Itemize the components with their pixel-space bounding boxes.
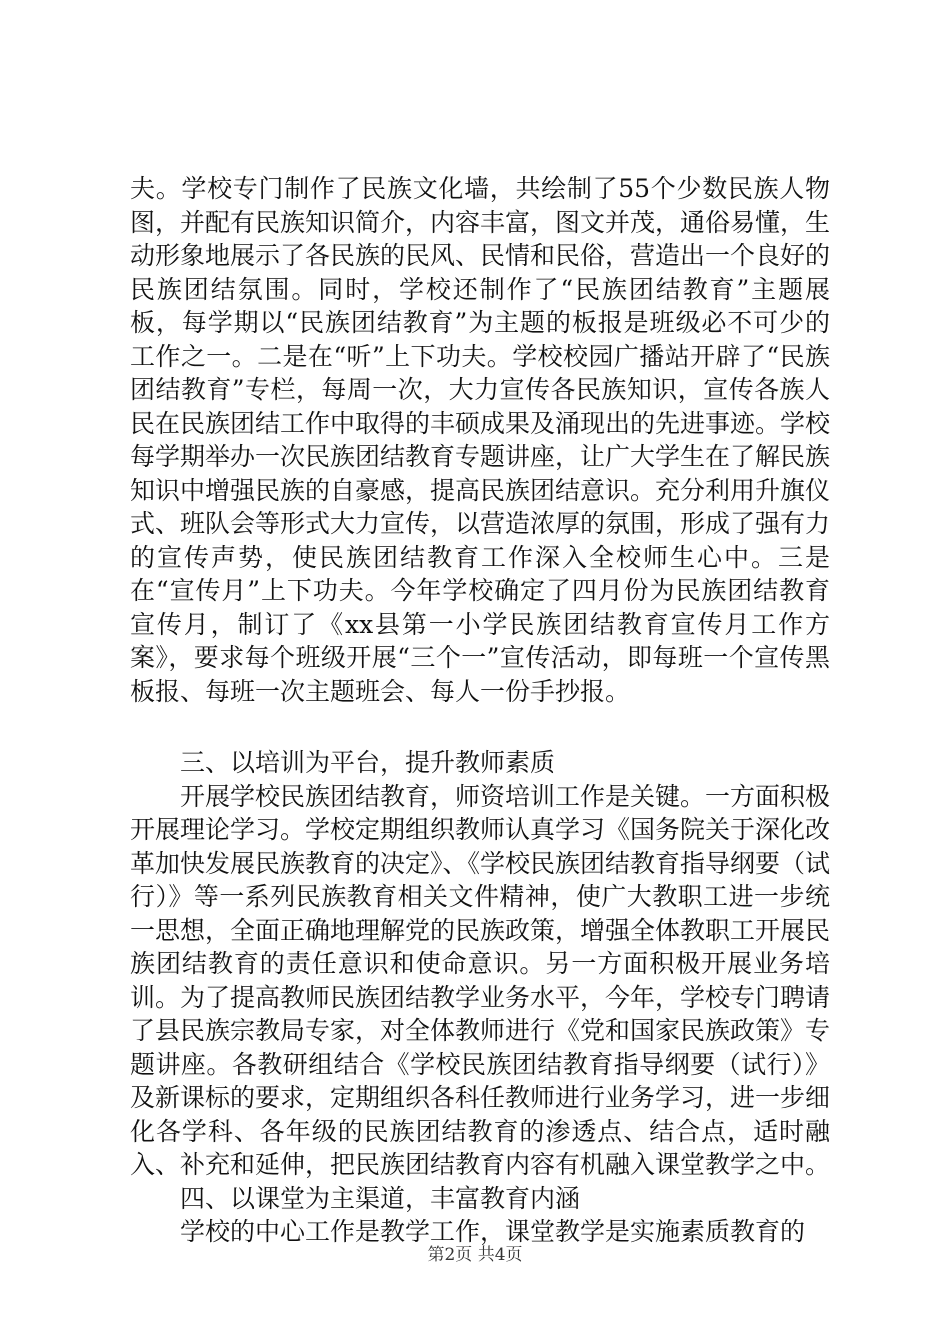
document-body [130,172,830,1249]
page-footer: 第2页 共4页 [427,1245,523,1265]
paragraph-gap [130,708,830,746]
section-heading-3: 三、以培训为平台，提升教师素质 [180,748,556,777]
body-paragraph-1: 夫。学校专门制作了民族文化墙，共绘制了55个少数民族人物图，并配有民族知识简介，内容丰富，图文并茂，通俗易懂，生动形象地展示了各民族的民风、民情和民俗，营造出一个良好的民族团结氛围。同时，学校还制作了“民族团结教育”主题展板，每学期以“民族团结教育”为主题的板报是班级必不可少的工作之一。二是在“听”上下功夫。学校校园广播站开辟了“民族团结教育”专栏，每周一次，大力宣传各民族知识，宣传各族人民在民族团结工作中取得的丰硕成果及涌现出的先进事迹。学校每学期举办一次民族团结教育专题讲座，让广大学生在了解民族知识中增强民族的自豪感，提高民族团结意识。充分利用升旗仪式、班队会等形式大力宣传，以营造浓厚的氛围，形成了强有力的宣传声势，使民族团结教育工作深入全校师生心中。三是在“宣传月”上下功夫。今年学校确定了四月份为民族团结教育宣传月，制订了《xx县第一小学民族团结教育宣传月工作方案》，要求每个班级开展“三个一”宣传活动，即每班一个宣传黑板报、每班一次主题班会、每人一份手抄报。 [130,174,831,706]
section-heading-4: 四、以课堂为主渠道，丰富教育内涵 [180,1183,581,1213]
body-paragraph-2: 开展学校民族团结教育，师资培训工作是关键。一方面积极开展理论学习。学校定期组织教师认真学习《国务院关于深化改革加快发展民族教育的决定》、《学校民族团结教育指导纲要（试行）》等一系列民族教育相关文件精神，使广大教职工进一步统一思想，全面正确地理解党的民族政策，增强全体教职工开展民族团结教育的责任意识和使命意识。另一方面积极开展业务培训。为了提高教师民族团结教学业务水平，今年，学校专门聘请了县民族宗教局专家，对全体教师进行《党和国家民族政策》专题讲座。各教研组结合《学校民族团结教育指导纲要（试行）》及新课标的要求，定期组织各科任教师进行业务学习，进一步细化各学科、各年级的民族团结教育的渗透点、结合点，适时融入、补充和延伸，把民族团结教育内容有机融入课堂教学之中。 [130,781,831,1179]
body-paragraph-3: 学校的中心工作是教学工作，课堂教学是实施素质教育的 [180,1217,806,1246]
